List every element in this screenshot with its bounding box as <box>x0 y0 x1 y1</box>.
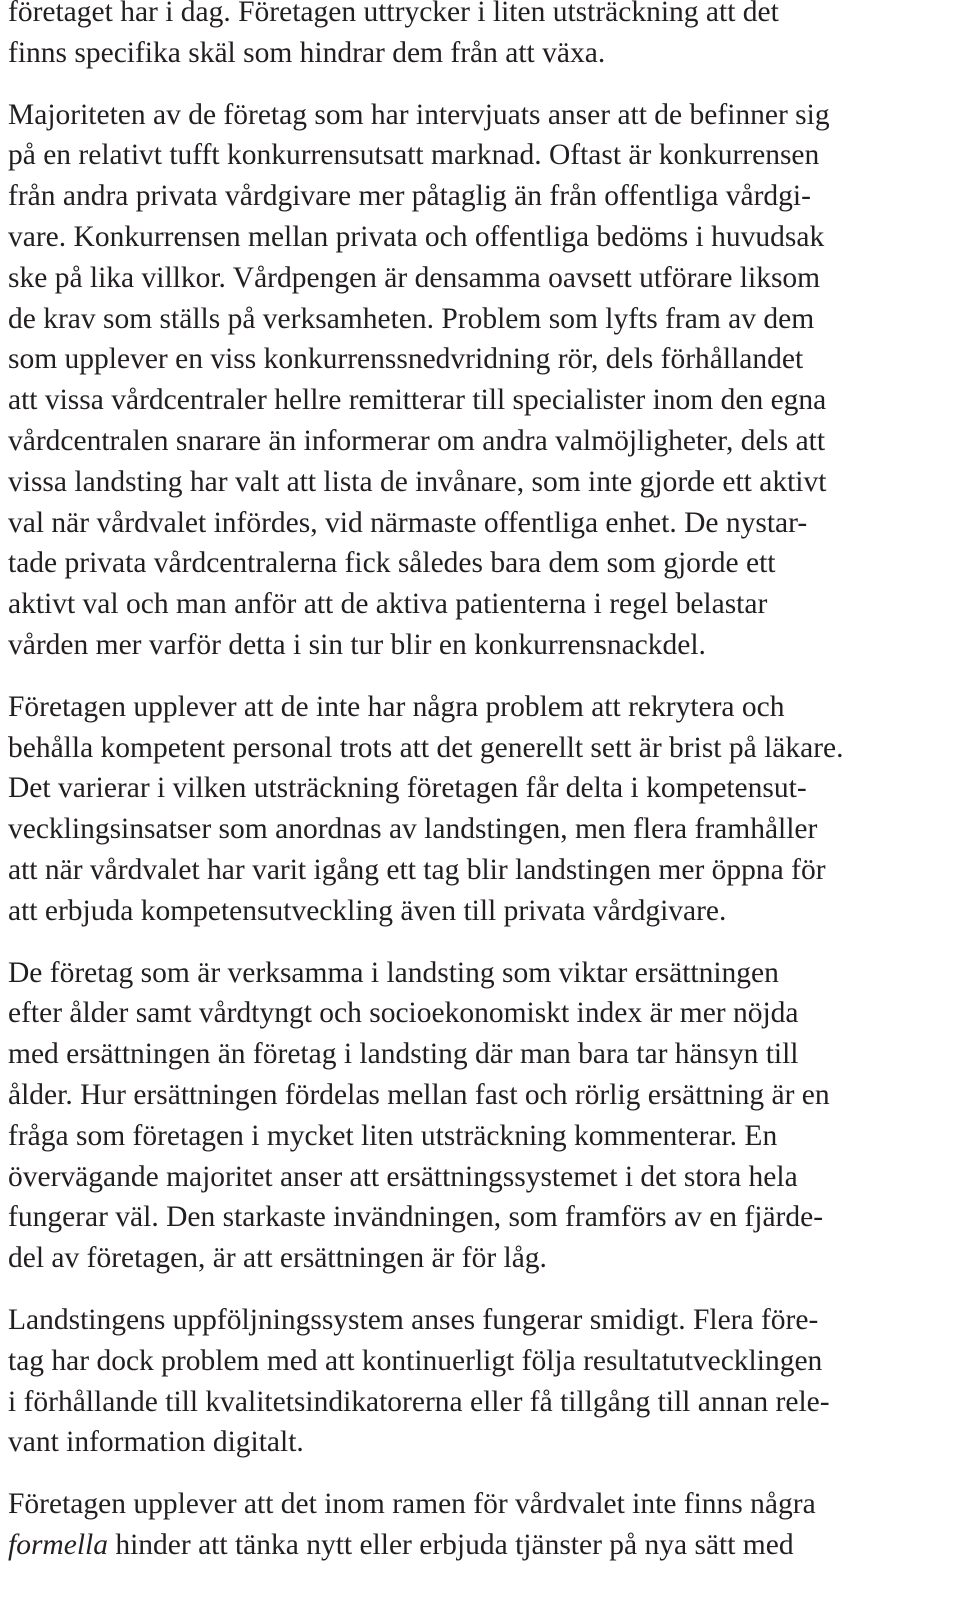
text-line: vant information digitalt. <box>8 1426 304 1459</box>
text-line: aktivt val och man anför att de aktiva patienterna i regel belastar <box>8 588 768 621</box>
paragraph-5 <box>8 1300 952 1463</box>
text-line: vare. Konkurrensen mellan privata och offentliga bedöms i huvudsak <box>8 220 825 253</box>
text-line: vecklingsinsatser som anordnas av landstingen, men flera framhåller <box>8 813 818 846</box>
text-line: med ersättningen än företag i landsting där man bara tar hänsyn till <box>8 1038 799 1071</box>
text-line: som upplever en viss konkurrenssnedvridning rör, dels förhållandet <box>8 343 804 376</box>
text-line: att vissa vårdcentraler hellre remitterar till specialister inom den egna <box>8 384 827 417</box>
text-line: fråga som företagen i mycket liten utsträckning kommenterar. En <box>8 1119 778 1152</box>
text-line: Majoriteten av de företag som har intervjuats anser att de befinner sig <box>8 98 830 131</box>
paragraph-2 <box>8 95 952 666</box>
text-line: finns specifika skäl som hindrar dem från att växa. <box>8 36 606 69</box>
paragraph-1 <box>8 0 952 74</box>
paragraph-4 <box>8 953 952 1279</box>
paragraph-3 <box>8 687 952 932</box>
paragraph-gap <box>8 666 952 687</box>
text-line: ålder. Hur ersättningen fördelas mellan fast och rörlig ersättning är en <box>8 1078 830 1111</box>
text-line: ske på lika villkor. Vårdpengen är densamma oavsett utförare liksom <box>8 261 821 294</box>
text-line: vårdcentralen snarare än informerar om andra valmöjligheter, dels att <box>8 424 826 457</box>
paragraph-6 <box>8 1484 952 1566</box>
text-line: i förhållande till kvalitetsindikatorerna eller få tillgång till annan rele- <box>8 1385 830 1418</box>
text-line: val när vårdvalet infördes, vid närmaste offentliga enhet. De nystar- <box>8 506 808 539</box>
text-fragment: hinder att tänka nytt eller erbjuda tjänster på nya sätt med <box>107 1528 794 1561</box>
paragraph-gap <box>8 1279 952 1300</box>
text-line: att när vårdvalet har varit igång ett tag blir landstingen mer öppna för <box>8 853 826 886</box>
paragraph-gap <box>8 932 952 953</box>
text-line: de krav som ställs på verksamheten. Problem som lyfts fram av dem <box>8 302 815 335</box>
text-line: företaget har i dag. Företagen uttrycker i liten utsträckning att det <box>8 0 779 28</box>
text-line <box>8 1525 952 1566</box>
text-line: fungerar väl. Den starkaste invändningen, som framförs av en fjärde- <box>8 1201 824 1234</box>
text-line: behålla kompetent personal trots att det generellt sett är brist på läkare. <box>8 731 844 764</box>
text-line: Företagen upplever att de inte har några problem att rekrytera och <box>8 690 785 723</box>
text-line: De företag som är verksamma i landsting som viktar ersättningen <box>8 956 779 989</box>
document-page <box>8 0 952 1566</box>
text-line: på en relativt tufft konkurrensutsatt marknad. Oftast är konkurrensen <box>8 139 820 172</box>
text-line: Landstingens uppföljningssystem anses fungerar smidigt. Flera före- <box>8 1303 819 1336</box>
text-line: tag har dock problem med att kontinuerligt följa resultatutvecklingen <box>8 1344 823 1377</box>
italic-emphasis: formella <box>8 1528 108 1561</box>
text-line: vården mer varför detta i sin tur blir en konkurrensnackdel. <box>8 628 706 661</box>
paragraph-gap <box>8 1463 952 1484</box>
text-line: tade privata vårdcentralerna fick således bara dem som gjorde ett <box>8 547 776 580</box>
text-line: övervägande majoritet anser att ersättningssystemet i det stora hela <box>8 1160 798 1193</box>
text-line: vissa landsting har valt att lista de invånare, som inte gjorde ett aktivt <box>8 465 827 498</box>
text-line: från andra privata vårdgivare mer påtaglig än från offentliga vårdgi- <box>8 180 811 213</box>
text-line: att erbjuda kompetensutveckling även till privata vårdgivare. <box>8 894 727 927</box>
text-line: del av företagen, är att ersättningen är för låg. <box>8 1242 547 1275</box>
text-line: Det varierar i vilken utsträckning företagen får delta i kompetensut- <box>8 772 807 805</box>
text-line: efter ålder samt vårdtyngt och socioekonomiskt index är mer nöjda <box>8 997 799 1030</box>
text-line: Företagen upplever att det inom ramen för vårdvalet inte finns några <box>8 1488 816 1521</box>
paragraph-gap <box>8 74 952 95</box>
